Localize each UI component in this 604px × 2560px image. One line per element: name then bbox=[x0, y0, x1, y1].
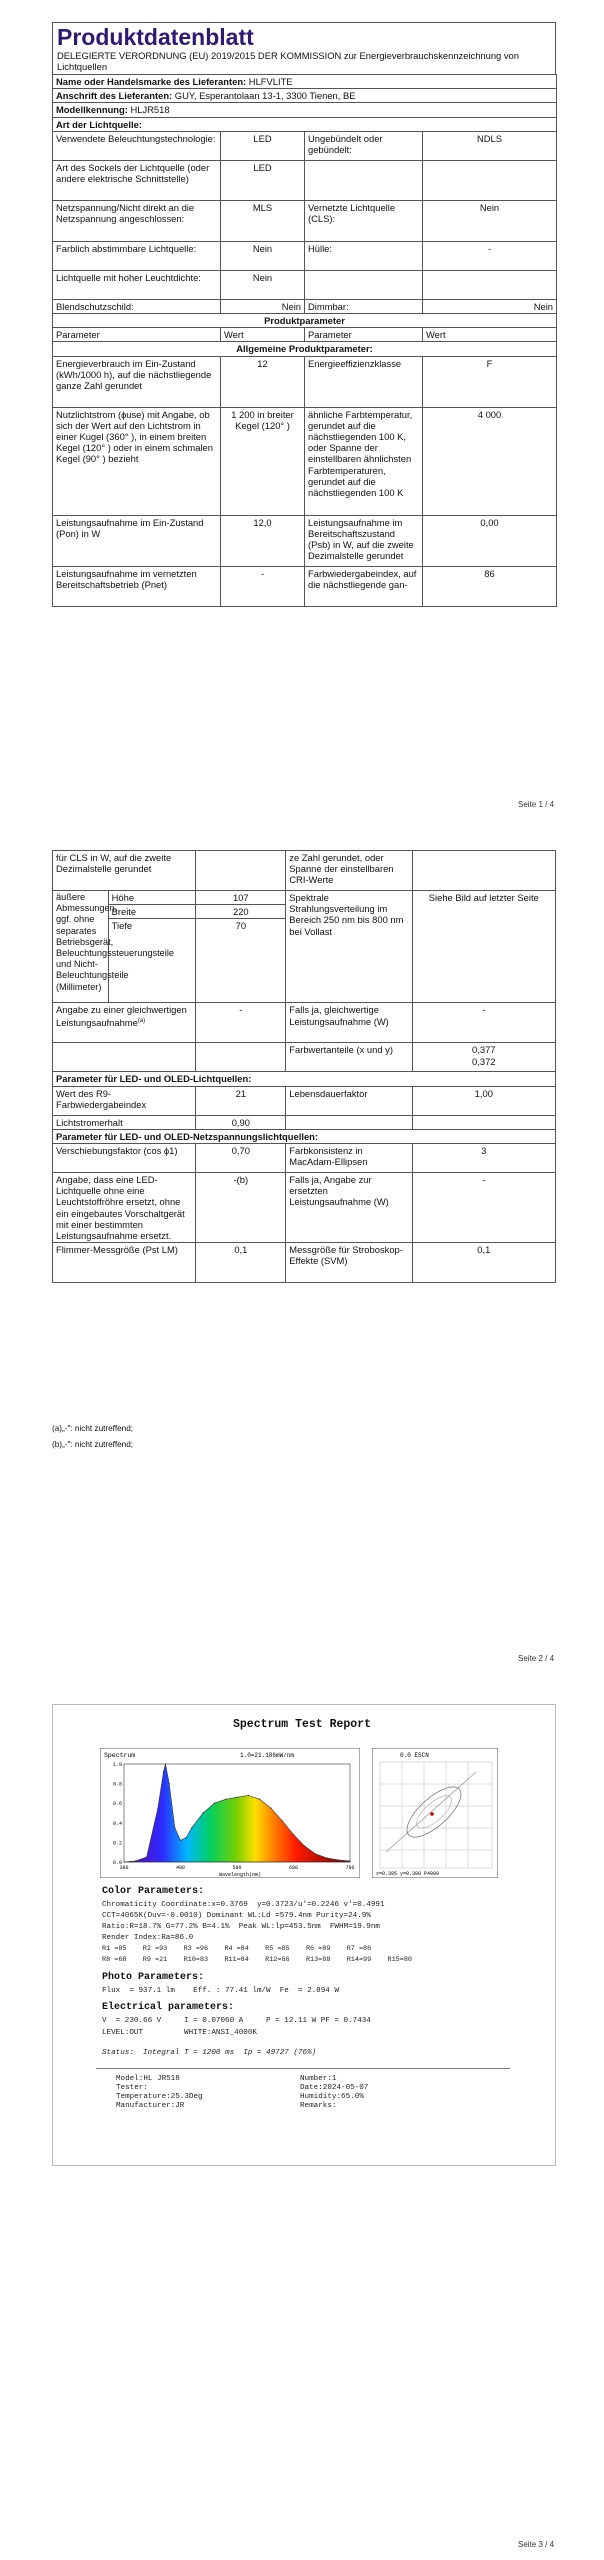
y-tick-label: 0.2 bbox=[112, 1840, 122, 1847]
spectrum-point bbox=[316, 1854, 317, 1855]
table-row: Farbwertanteile (x und y) 0,377 0,372 bbox=[53, 1043, 556, 1072]
footer-field: Model:HL JR518 bbox=[116, 2075, 180, 2083]
spectrum-point bbox=[186, 1837, 187, 1838]
table-row: Energieverbrauch im Ein-Zustand (kWh/1000 h), auf die nächstliegende ganze Zahl gerundet 12 Energieeffizienzklasse F bbox=[53, 356, 557, 407]
footer-field: Manufacturer:JR bbox=[116, 2102, 185, 2110]
report-title: Spectrum Test Report bbox=[232, 1718, 372, 1731]
spectrum-point bbox=[214, 1803, 215, 1804]
x-tick-label: 780 bbox=[345, 1865, 355, 1871]
footer-field: Remarks: bbox=[300, 2102, 337, 2110]
model-label: Modellkennung: bbox=[56, 104, 128, 116]
cie-label: 0.0 ESCN bbox=[400, 1752, 429, 1759]
x-tick-label: 480 bbox=[175, 1865, 186, 1871]
page-2 bbox=[0, 832, 604, 1682]
table-row: für CLS in W, auf die zweite Dezimalstelle gerundet ze Zahl gerundet, oder Spanne der einstellbaren CRI-Werte bbox=[53, 851, 556, 891]
color-line: Chromaticity Coordinate:x=0.3769 y=0.3723/u'=0.2246 v'=0.4991 bbox=[102, 1901, 385, 1909]
supplier-address-label: Anschrift des Lieferanten: bbox=[56, 90, 173, 102]
table-row: Leistungsaufnahme im vernetzten Bereitschaftsbetrieb (Pnet) - Farbwiedergabeindex, auf die nächstliegende gan- 86 bbox=[53, 566, 557, 606]
footnote-a: (a)„-": nicht zutreffend; bbox=[52, 1424, 134, 1433]
cie-coords: x=0.395 y=0.380 P4000 bbox=[376, 1871, 440, 1877]
cie-diagram bbox=[372, 1748, 498, 1878]
supplier-table bbox=[52, 74, 557, 607]
photo-line: Flux = 937.1 lm Eff. : 77.41 lm/W Fe = 2.894 W bbox=[102, 1987, 339, 1995]
table-row: Breite 220 bbox=[53, 905, 556, 919]
electrical-line: V = 230.66 V I = 0.07060 A P = 12.11 W PF = 0.7434 bbox=[102, 2017, 371, 2025]
params-table-cont bbox=[52, 850, 556, 1283]
spectrum-point bbox=[180, 1840, 181, 1841]
spectrum-point bbox=[282, 1820, 283, 1821]
spectrum-chart bbox=[100, 1748, 360, 1878]
x-tick-label: 580 bbox=[232, 1865, 242, 1871]
page-title-box bbox=[52, 22, 556, 74]
spectrum-point bbox=[304, 1846, 305, 1847]
page-3 bbox=[0, 1684, 604, 2560]
page-1-sheet bbox=[52, 22, 556, 607]
y-tick-label: 1.0 bbox=[112, 1762, 122, 1768]
spectrum-point bbox=[146, 1857, 147, 1858]
spectrum-point bbox=[157, 1808, 158, 1809]
spectrum-point bbox=[225, 1799, 226, 1800]
x-tick-label: 380 bbox=[119, 1865, 129, 1871]
footer-field: Number:1 bbox=[300, 2075, 337, 2083]
light-type-label: Art der Lichtquelle: bbox=[53, 117, 557, 131]
page-1 bbox=[0, 0, 604, 830]
spectrum-point bbox=[163, 1771, 164, 1772]
table-row: äußere Abmessungen, ggf. ohne separates Betriebsgerät, Beleuchtungssteuerungsteile und Nicht-Beleuchtungsteile (Millimeter) Höhe 107 Spektrale Strahlungsverteilung im Bereich 250 nm bis 800 nm bei Vollast Siehe Bild auf letzter Seite bbox=[53, 891, 556, 905]
supplier-name-label: Name oder Handelsmarke des Lieferanten: bbox=[56, 76, 247, 87]
page-number: Seite 3 / 4 bbox=[518, 2540, 555, 2549]
table-row: Angabe, dass eine LED-Lichtquelle ohne eine Leuchtstoffröhre ersetzt, ohne ein eingebautes Vorschaltgerät mit einer bestimmten Leistungsaufnahme ersetzt. -(b) Falls ja, Angabe zur ersetzten Leistungsaufnahme (W) - bbox=[53, 1173, 556, 1243]
color-line: R8 =68 R9 =21 R10=83 R11=84 R12=66 R13=88 R14=99 R15=80 bbox=[102, 1956, 412, 1964]
color-params-heading: Color Parameters: bbox=[102, 1886, 205, 1897]
table-row: Flimmer-Messgröße (Pst LM) 0,1 Messgröße für Stroboskop-Effekte (SVM) 0,1 bbox=[53, 1243, 556, 1283]
color-line: R1 =85 R2 =93 R3 =96 R4 =84 R5 =85 R6 =89 R7 =86 bbox=[102, 1945, 372, 1953]
color-line: CCT=4065K(Duv=-0.0010) Dominant WL:Ld =579.4nm Purity=24.9% bbox=[102, 1912, 371, 1920]
footer-field: Temperature:25.3Deg bbox=[116, 2093, 203, 2101]
page-2-sheet bbox=[52, 850, 556, 1283]
table-row: Lichtstromerhalt 0,90 bbox=[53, 1115, 556, 1129]
spectrum-point bbox=[169, 1783, 170, 1784]
footer-field: Tester: bbox=[116, 2084, 148, 2092]
footer-field: Date:2024-05-07 bbox=[300, 2084, 369, 2092]
column-headers: Parameter Wert Parameter Wert bbox=[53, 328, 557, 342]
led-params-heading: Parameter für LED- und OLED-Lichtquellen: bbox=[53, 1072, 556, 1086]
report-footer-rule bbox=[96, 2068, 510, 2069]
mains-params-heading: Parameter für LED- und OLED-Netzspannungslichtquellen: bbox=[53, 1129, 556, 1143]
y-tick-label: 0.6 bbox=[112, 1801, 122, 1808]
spectrum-point bbox=[293, 1834, 294, 1835]
spectrum-point bbox=[248, 1795, 249, 1796]
y-tick-label: 0.8 bbox=[112, 1781, 122, 1788]
x-axis-label: Wavelength(nm) bbox=[218, 1872, 262, 1878]
table-row: Netzspannung/Nicht direkt an die Netzspannung angeschlossen: MLS Vernetzte Lichtquelle (CLS): Nein bbox=[53, 200, 557, 241]
footer-field: Humidity:65.0% bbox=[300, 2093, 364, 2101]
spectrum-point bbox=[203, 1812, 204, 1813]
table-row: Blendschutzschild: Nein Dimmbar: Nein bbox=[53, 299, 557, 313]
model-id: HLJR518 bbox=[130, 104, 170, 116]
y-tick-label: 0.4 bbox=[112, 1820, 122, 1827]
y-tick-label: 0.0 bbox=[112, 1860, 122, 1866]
table-row: Wert des R9-Farbwiedergabeindex 21 Lebensdauerfaktor 1,00 bbox=[53, 1086, 556, 1115]
general-params-heading: Allgemeine Produktparameter: bbox=[53, 342, 557, 356]
spectrum-point bbox=[174, 1827, 175, 1828]
supplier-name: HLFVLITE bbox=[248, 76, 293, 87]
table-row: Farblich abstimmbare Lichtquelle: Nein Hülle: - bbox=[53, 241, 557, 270]
photo-params-heading: Photo Parameters: bbox=[102, 1972, 205, 1983]
color-line: Ratio:R=18.7% G=77.2% B=4.1% Peak WL:lp=453.5nm FWHM=19.9nm bbox=[102, 1923, 380, 1931]
table-row: Art des Sockels der Lichtquelle (oder andere elektrische Schnittstelle) LED bbox=[53, 160, 557, 200]
table-row: Verwendete Beleuchtungstechnologie: LED Ungebündelt oder gebündelt: NDLS bbox=[53, 131, 557, 160]
table-row: Leistungsaufnahme im Ein-Zustand (Pon) in W 12,0 Leistungsaufnahme im Bereitschaftszustand (Psb) in W, auf die zweite Dezimalstelle gerundet 0,00 bbox=[53, 515, 557, 566]
color-line: Render Index:Ra=86.0 bbox=[102, 1934, 194, 1942]
spectrum-point bbox=[327, 1858, 328, 1859]
status-line: Status: Integral T = 1200 ms Ip = 49727 (76%) bbox=[102, 2049, 317, 2057]
chart-label: Spectrum bbox=[104, 1752, 136, 1759]
page-number: Seite 2 / 4 bbox=[518, 1654, 555, 1663]
x-tick-label: 680 bbox=[288, 1865, 299, 1871]
table-row: Angabe zu einer gleichwertigen Leistungsaufnahme$^{(a)}$ - Falls ja, gleichwertige Leistungsaufnahme (W) - bbox=[53, 1003, 556, 1043]
table-row: Verschiebungsfaktor (cos ϕ1) 0,70 Farbkonsistenz in MacAdam-Ellipsen 3 bbox=[53, 1144, 556, 1173]
spectrum-point bbox=[191, 1827, 192, 1828]
page-number: Seite 1 / 4 bbox=[518, 800, 555, 809]
table-row: Lichtquelle mit hoher Leuchtdichte: Nein bbox=[53, 270, 557, 299]
spectrum-point bbox=[259, 1799, 260, 1800]
table-row: Tiefe 70 bbox=[53, 919, 556, 1003]
product-params-heading: Produktparameter bbox=[53, 314, 557, 328]
spectrum-point bbox=[135, 1860, 136, 1861]
regulation-text: DELEGIERTE VERORDNUNG (EU) 2019/2015 DER KOMMISSION zur Energieverbrauchskennzeichnung von Lichtquellen bbox=[57, 50, 519, 72]
spectrum-point bbox=[338, 1859, 339, 1860]
spectrum-point bbox=[236, 1797, 237, 1798]
spectrum-point bbox=[270, 1808, 271, 1809]
supplier-address: GUY, Esperantolaan 13-1, 3300 Tienen, BE bbox=[174, 90, 356, 102]
page-title: Produktdatenblatt bbox=[57, 24, 254, 50]
measured-point bbox=[430, 1812, 434, 1816]
electrical-params-heading: Electrical parameters: bbox=[102, 2002, 235, 2013]
electrical-line: LEVEL:OUT WHITE:ANSI_4000K bbox=[102, 2029, 257, 2037]
table-row: Nutzlichtstrom (ɸuse) mit Angabe, ob sich der Wert auf den Lichtstrom in einer Kugel (360° ), in einem breiten Kegel (120° ) oder in einem schmalen Kegel (90° ) bezieht 1 200 in breiter Kegel (120° ) ähnliche Farbtemperatur, gerundet auf die nächstliegenden 100 K, oder Spanne der einstellbaren ähnlichsten Farbtemperaturen, gerundet auf die nächstliegenden 100 K 4 000 bbox=[53, 407, 557, 515]
footnote-b: (b)„-": nicht zutreffend; bbox=[52, 1440, 134, 1449]
chart-peak-label: 1.0=21.186mW/nm bbox=[240, 1752, 295, 1759]
